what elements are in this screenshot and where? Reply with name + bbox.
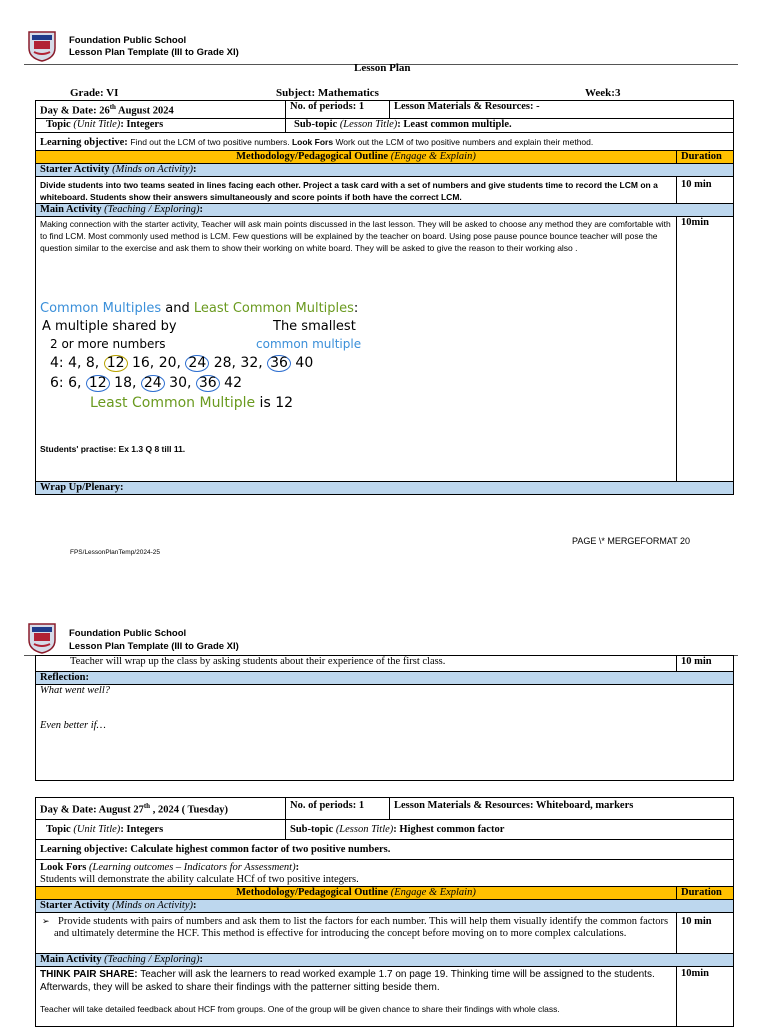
school-logo	[26, 30, 58, 62]
multiples-of-6: 6: 6, 12 18, 24 30, 36 42	[50, 374, 242, 391]
starter-header: Starter Activity (Minds on Activity):	[36, 163, 734, 176]
date-cell-2: Day & Date: August 27th , 2024 ( Tuesday)	[36, 798, 286, 820]
reflection-body	[36, 685, 734, 781]
main-header-2: Main Activity (Teaching / Exploring):	[36, 954, 734, 967]
methodology-header: Methodology/Pedagogical Outline (Engage & Explain)	[36, 150, 677, 163]
starter-time: 10 min	[677, 176, 734, 203]
went-well: What went well?	[40, 685, 110, 696]
bullet-arrow-icon: ➢	[42, 917, 50, 927]
wrap-text: Teacher will wrap up the class by asking students about their experience of the first class.	[36, 656, 677, 672]
lcm-statement: Least Common Multiple is 12	[90, 394, 294, 411]
template-name-2: Lesson Plan Template (III to Grade XI)	[69, 641, 239, 652]
periods-cell: No. of periods: 1	[286, 101, 390, 119]
lookfors-cell-2: Look Fors (Learning outcomes – Indicators for Assessment): Students will demonstrate the ability calculate HCf of two positive integers.	[36, 860, 734, 887]
footer-code: FPS/LessonPlanTemp/2024-25	[70, 549, 160, 556]
objective-cell: Learning objective: Find out the LCM of two positive numbers. Look Fors Work out the LCM of two positive numbers and explain their method.	[36, 132, 734, 150]
tps-paragraph: THINK PAIR SHARE: Teacher will ask the learners to read worked example 1.7 on page 19. Thinking time will be assigned to the students. Afterwards, they will be asked to share their findings with the patterner sitting beside them.	[40, 969, 655, 993]
wrap-time: 10 min	[677, 656, 734, 672]
grade-label: Grade: VI	[70, 87, 119, 99]
wrap-reflection-table	[35, 655, 734, 781]
def-common-2: 2 or more numbers	[50, 336, 166, 351]
duration-header: Duration	[677, 150, 734, 163]
lcm-figure: Common Multiples and Least Common Multiples: A multiple shared by 2 or more numbers The smallest common multiple 4: 4, 8, 12 16, 20, 24 28, 32, 36 40 6: 6, 12 18, 24 30, 36 42 Least Common Multiple is 12	[40, 300, 362, 411]
starter-text: Divide students into two teams seated in lines facing each other. Project a task card with a set of numbers and give students time to record the LCM on a whiteboard. Students show their answers simultaneously and score points if both have the correct LCM.	[36, 176, 677, 203]
topic-cell: Topic (Unit Title): Integers	[36, 118, 286, 132]
methodology-header-2: Methodology/Pedagogical Outline (Engage & Explain)	[36, 887, 677, 900]
multiples-of-4: 4: 4, 8, 12 16, 20, 24 28, 32, 36 40	[50, 354, 314, 371]
template-name: Lesson Plan Template (III to Grade XI)	[69, 47, 239, 58]
even-better: Even better if…	[40, 720, 106, 731]
periods-cell-2: No. of periods: 1	[286, 798, 390, 820]
starter-header-2: Starter Activity (Minds on Activity):	[36, 900, 734, 913]
page-title: Lesson Plan	[354, 62, 411, 74]
main-time: 10min	[677, 216, 734, 481]
def-lcm-1: The smallest	[273, 318, 356, 334]
main-content-2	[36, 967, 677, 1027]
figure-title-lcm: Least Common Multiples	[193, 300, 354, 316]
school-name: Foundation Public School	[69, 35, 187, 46]
wrap-header: Wrap Up/Plenary:	[36, 481, 734, 494]
main-header: Main Activity (Teaching / Exploring):	[36, 203, 734, 216]
figure-title-common: Common Multiples	[40, 300, 162, 316]
materials-cell: Lesson Materials & Resources: -	[390, 101, 734, 119]
school-name-2: Foundation Public School	[69, 628, 187, 639]
week-label: Week:3	[585, 87, 621, 99]
subject-label: Subject: Mathematics	[276, 87, 379, 99]
feedback-text: Teacher will take detailed feedback about HCF from groups. One of the group will be given chance to share their findings with whole class.	[40, 1004, 560, 1014]
def-common-1: A multiple shared by	[42, 318, 177, 334]
starter-time-2: 10 min	[677, 913, 734, 954]
main-time-2: 10min	[677, 967, 734, 1027]
school-logo-2	[26, 622, 58, 654]
def-lcm-2: common multiple	[256, 336, 362, 351]
materials-cell-2: Lesson Materials & Resources: Whiteboard, markers	[390, 798, 734, 820]
main-text: Making connection with the starter activity, Teacher will ask main points discussed in the last lesson. They will be asked to choose any method they are comfortable with to find LCM. Most commonly used method is LCM. Few questions will be explained by the teacher on board. Using pose pause pounce bounce teacher will pose the question similar to the exercise and ask them to show their working on white board. They will be asked to give the reason to their working also .	[40, 218, 671, 253]
lesson-plan-table-1	[35, 100, 734, 495]
date-cell: Day & Date: 26th August 2024	[36, 101, 286, 119]
subtopic-cell: Sub-topic (Lesson Title): Least common multiple.	[286, 118, 734, 132]
objective-cell-2: Learning objective: Calculate highest common factor of two positive numbers.	[36, 840, 734, 860]
starter-text-2: ➢ Provide students with pairs of numbers and ask them to list the factors for each number. This will help them visually identify the common factors and ultimately determine the HCF. This method is effective for introducing the concept before moving on to more complex calculations.	[36, 913, 677, 954]
students-practise: Students' practise: Ex 1.3 Q 8 till 11.	[40, 443, 186, 454]
subtopic-cell-2: Sub-topic (Lesson Title): Highest common factor	[286, 820, 734, 840]
footer-page-field: PAGE \* MERGEFORMAT 20	[572, 536, 691, 546]
topic-cell-2: Topic (Unit Title): Integers	[36, 820, 286, 840]
reflection-header: Reflection:	[36, 672, 734, 685]
lesson-plan-table-2	[35, 797, 734, 1027]
duration-header-2: Duration	[677, 887, 734, 900]
main-content	[36, 216, 677, 481]
